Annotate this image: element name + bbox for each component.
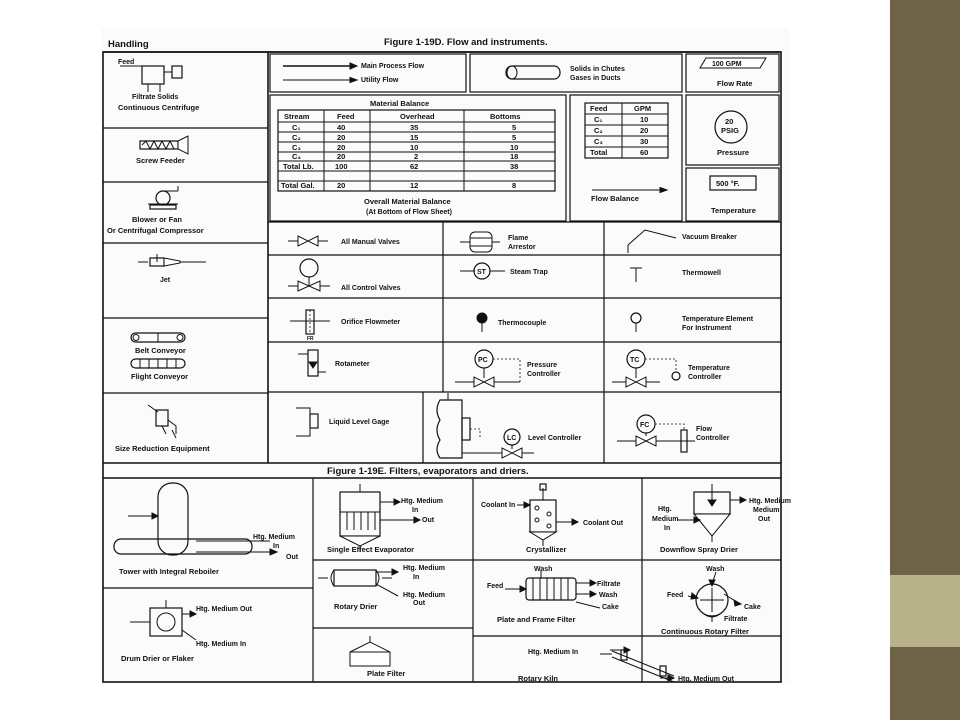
mb-row-bottoms: 10 xyxy=(510,143,519,152)
spray-medium-left-label: Medium xyxy=(652,516,679,523)
spray-in-label: In xyxy=(664,525,671,532)
temperature-controller-label-2: Controller xyxy=(688,374,722,381)
plate-filter-symbol xyxy=(350,636,390,666)
spray-out-label: Out xyxy=(758,516,771,523)
rotary-filter-symbol xyxy=(688,572,741,622)
tc-tag: TC xyxy=(630,357,640,364)
mb-row-feed: 100 xyxy=(335,162,348,171)
rotameter-label: Rotameter xyxy=(335,361,370,368)
pressure-label: Pressure xyxy=(717,148,750,157)
orifice-flowmeter-symbol xyxy=(290,310,330,334)
flow-rate-label: Flow Rate xyxy=(717,79,753,88)
mb-row-stream: Total Gal. xyxy=(281,181,315,190)
tower-out-label: Out xyxy=(286,554,299,561)
temperature-label: Temperature xyxy=(711,206,756,215)
plate-frame-cake-label: Cake xyxy=(602,604,619,611)
thermowell-symbol xyxy=(630,268,642,282)
rotary-drier-symbol xyxy=(318,569,398,596)
mb-row-stream: C₂ xyxy=(292,133,301,142)
rotary-drier-out-label: Out xyxy=(413,600,426,607)
mb-row-stream: C₃ xyxy=(292,143,301,152)
tower-reboiler-label: Tower with Integral Reboiler xyxy=(119,567,219,576)
mb-row-stream: C₄ xyxy=(292,152,301,161)
plate-frame-filter-symbol xyxy=(505,570,600,608)
figure-19e-caption: Figure 1-19E. Filters, evaporators and driers. xyxy=(327,466,529,477)
evaporator-htg-medium-label: Htg. Medium xyxy=(401,498,443,505)
plate-frame-wash-label: Wash xyxy=(534,566,553,573)
spray-htg-label: Htg. Medium xyxy=(749,498,791,505)
material-balance-title: Material Balance xyxy=(370,99,430,108)
centrifuge-outputs-label: Filtrate Solids xyxy=(132,94,179,101)
mb-row-feed: 20 xyxy=(337,152,346,161)
vacuum-breaker-label: Vacuum Breaker xyxy=(682,234,737,241)
flow-balance-arrow xyxy=(592,188,667,193)
rotary-kiln-htg-out-label: Htg. Medium Out xyxy=(678,676,734,683)
fb-row-stream: Total xyxy=(590,148,608,157)
fb-row-stream: C₁ xyxy=(594,115,603,124)
temp-element-label-2: For Instrument xyxy=(682,325,732,332)
mb-row-stream: Total Lb. xyxy=(283,162,314,171)
control-valve-symbol xyxy=(288,259,330,291)
thermocouple-label: Thermocouple xyxy=(498,320,547,327)
flight-conveyor-label: Flight Conveyor xyxy=(131,372,189,381)
blower-symbol xyxy=(148,186,178,209)
flow-balance-caption: Flow Balance xyxy=(591,194,639,203)
mb-row-bottoms: 5 xyxy=(512,133,517,142)
blower-label-1: Blower or Fan xyxy=(132,215,183,224)
gases-ducts-label: Gases in Ducts xyxy=(570,75,621,82)
drum-drier-htg-out-label: Htg. Medium Out xyxy=(196,606,252,613)
flame-arrestor-label-1: Flame xyxy=(508,235,529,242)
mb-row-overhead: 35 xyxy=(410,123,419,132)
crystallizer-label: Crystallizer xyxy=(526,545,567,554)
belt-conveyor-label: Belt Conveyor xyxy=(135,346,186,355)
flow-controller-symbol xyxy=(617,415,695,452)
liquid-level-gage-label: Liquid Level Gage xyxy=(329,419,390,426)
plate-frame-wash-out-label: Wash xyxy=(599,592,618,599)
mb-row-overhead: 15 xyxy=(410,133,419,142)
steam-trap-tag: ST xyxy=(477,269,486,276)
flow-rate-value: 100 GPM xyxy=(712,61,742,68)
crystallizer-symbol xyxy=(517,484,578,546)
temperature-element-symbol xyxy=(631,313,641,332)
fb-row-stream: C₂ xyxy=(594,126,603,135)
rotary-kiln-htg-in-label: Htg. Medium In xyxy=(528,649,579,656)
rotary-drier-in-label: In xyxy=(413,574,420,581)
chute-duct-symbol xyxy=(506,66,560,79)
mb-row-feed: 20 xyxy=(337,143,346,152)
process-flow-arrows xyxy=(283,63,357,83)
flow-balance-table xyxy=(590,104,651,157)
mb-row-overhead: 62 xyxy=(410,162,419,171)
liquid-level-gage-symbol xyxy=(296,408,318,436)
manual-valve-symbol xyxy=(288,236,328,246)
thermowell-label: Thermowell xyxy=(682,270,721,277)
temperature-controller-symbol xyxy=(612,350,680,387)
pc-tag: PC xyxy=(478,357,488,364)
evaporator-in-label: In xyxy=(412,507,419,514)
manual-valves-label: All Manual Valves xyxy=(341,239,400,246)
pressure-value-2: PSIG xyxy=(721,126,739,135)
level-controller-label: Level Controller xyxy=(528,435,582,442)
mb-header-feed: Feed xyxy=(337,112,355,121)
mb-row-bottoms: 38 xyxy=(510,162,519,171)
mb-row-feed: 20 xyxy=(337,181,346,190)
mb-row-feed: 40 xyxy=(337,123,346,132)
flow-controller-label-2: Controller xyxy=(696,435,730,442)
pressure-controller-label-2: Controller xyxy=(527,371,561,378)
evaporator-out-label: Out xyxy=(422,517,435,524)
fb-row-value: 30 xyxy=(640,137,649,146)
size-reduction-label: Size Reduction Equipment xyxy=(115,444,210,453)
spray-medium-label: Medium xyxy=(753,507,780,514)
screw-feeder-label: Screw Feeder xyxy=(136,156,185,165)
plate-frame-label: Plate and Frame Filter xyxy=(497,615,576,624)
pressure-value-1: 20 xyxy=(725,117,734,126)
temperature-value: 500 °F. xyxy=(716,179,740,188)
flame-arrestor-symbol xyxy=(460,232,500,252)
temp-element-label-1: Temperature Element xyxy=(682,316,754,323)
rotary-kiln-label: Rotary Kiln xyxy=(518,674,559,683)
belt-conveyor-symbol xyxy=(131,333,185,342)
continuous-centrifuge-label: Continuous Centrifuge xyxy=(118,103,200,112)
pressure-controller-label-1: Pressure xyxy=(527,362,557,369)
thermocouple-symbol xyxy=(477,313,487,332)
spray-drier-symbol xyxy=(678,484,746,542)
section-title: Handling xyxy=(108,39,149,50)
fb-row-value: 20 xyxy=(640,126,649,135)
centrifuge-feed-label: Feed xyxy=(118,59,135,66)
mb-header-bottoms: Bottoms xyxy=(490,112,521,121)
fr-tag: FR xyxy=(307,336,314,342)
blower-label-2: Or Centrifugal Compressor xyxy=(107,226,204,235)
size-reduction-symbol xyxy=(148,405,176,438)
fb-row-stream: C₃ xyxy=(594,137,603,146)
coolant-out-label: Coolant Out xyxy=(583,520,624,527)
rotary-drier-label: Rotary Drier xyxy=(334,602,378,611)
mb-row-feed: 20 xyxy=(337,133,346,142)
rotameter-symbol xyxy=(298,350,326,376)
grid-lines xyxy=(103,52,781,682)
fb-row-value: 10 xyxy=(640,115,649,124)
mb-row-bottoms: 5 xyxy=(512,123,517,132)
rotary-kiln-symbol xyxy=(600,647,674,682)
drum-drier-label: Drum Drier or Flaker xyxy=(121,654,194,663)
main-process-flow-label: Main Process Flow xyxy=(361,63,425,70)
fb-row-value: 60 xyxy=(640,148,649,157)
rotary-filter-feed-label: Feed xyxy=(667,592,684,599)
overall-balance-note: (At Bottom of Flow Sheet) xyxy=(366,209,452,216)
plate-filter-label: Plate Filter xyxy=(367,669,406,678)
rotary-filter-wash-label: Wash xyxy=(706,566,725,573)
spray-drier-label: Downflow Spray Drier xyxy=(660,545,738,554)
lc-tag: LC xyxy=(507,435,517,442)
orifice-flowmeter-label: Orifice Flowmeter xyxy=(341,319,401,326)
evaporator-label: Single Effect Evaporator xyxy=(327,545,415,554)
mb-row-bottoms: 8 xyxy=(512,181,517,190)
tower-htg-medium-label: Htg. Medium xyxy=(253,534,295,541)
mb-row-overhead: 10 xyxy=(410,143,419,152)
jet-label: Jet xyxy=(160,277,171,284)
evaporator-symbol xyxy=(340,484,420,552)
coolant-in-label: Coolant In xyxy=(481,502,516,509)
screw-feeder-symbol xyxy=(140,136,188,154)
flame-arrestor-label-2: Arrestor xyxy=(508,244,536,251)
control-valves-label: All Control Valves xyxy=(341,285,401,292)
tower-reboiler-symbol xyxy=(114,483,280,555)
level-controller-symbol xyxy=(437,393,534,458)
steam-trap-label: Steam Trap xyxy=(510,269,548,276)
centrifuge-symbol xyxy=(120,66,182,92)
mb-row-overhead: 12 xyxy=(410,181,419,190)
plate-frame-filtrate-label: Filtrate xyxy=(597,581,621,588)
rotary-filter-cake-label: Cake xyxy=(744,604,761,611)
solids-chutes-label: Solids in Chutes xyxy=(570,66,625,73)
spray-htg-left-label: Htg. xyxy=(658,506,672,513)
rotary-drier-htg-in-label: Htg. Medium xyxy=(403,565,445,572)
mb-row-stream: C₁ xyxy=(292,123,301,132)
mb-row-bottoms: 18 xyxy=(510,152,519,161)
rotary-filter-label: Continuous Rotary Filter xyxy=(661,627,749,636)
tower-in-label: In xyxy=(273,543,280,550)
fc-tag: FC xyxy=(640,422,650,429)
utility-flow-label: Utility Flow xyxy=(361,77,399,84)
plate-frame-feed-label: Feed xyxy=(487,583,504,590)
mb-header-stream: Stream xyxy=(284,112,310,121)
figure-19d-caption: Figure 1-19D. Flow and instruments. xyxy=(384,37,548,48)
mb-header-overhead: Overhead xyxy=(400,112,435,121)
overall-balance-caption: Overall Material Balance xyxy=(364,197,451,206)
rotary-drier-htg-out-label: Htg. Medium xyxy=(403,592,445,599)
material-balance-table xyxy=(281,112,520,190)
drum-drier-symbol xyxy=(130,600,196,640)
mb-row-overhead: 2 xyxy=(414,152,419,161)
pressure-controller-symbol xyxy=(455,350,520,387)
flight-conveyor-symbol xyxy=(131,359,185,368)
rotary-filter-filtrate-label: Filtrate xyxy=(724,616,748,623)
drum-drier-htg-in-label: Htg. Medium In xyxy=(196,641,247,648)
temperature-controller-label-1: Temperature xyxy=(688,365,730,372)
vacuum-breaker-symbol xyxy=(628,230,676,253)
fb-header-gpm: GPM xyxy=(634,104,652,113)
fb-header-feed: Feed xyxy=(590,104,608,113)
jet-symbol xyxy=(138,254,206,266)
flow-controller-label-1: Flow xyxy=(696,426,712,433)
